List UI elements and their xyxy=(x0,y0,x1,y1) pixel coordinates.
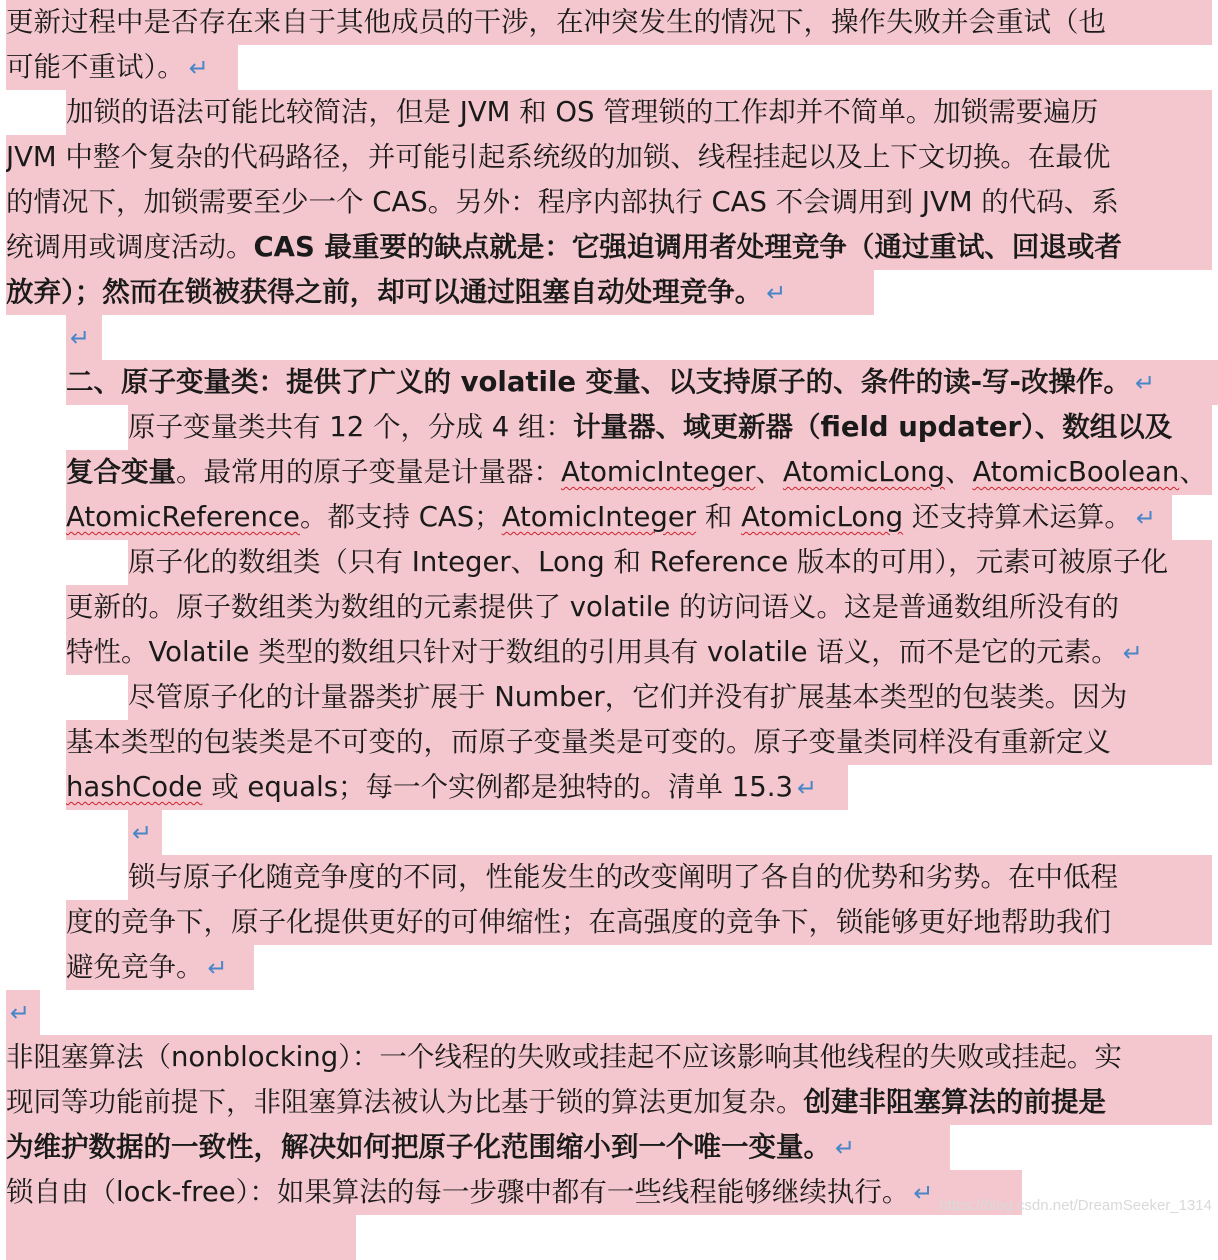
text-run: 和 xyxy=(696,501,742,533)
text-line xyxy=(66,90,1212,135)
paragraph-mark-icon: ↵ xyxy=(1135,504,1156,532)
text-run: 现同等功能前提下，非阻塞算法被认为比基于锁的算法更加复杂。 xyxy=(6,1086,804,1118)
text-line xyxy=(128,675,1212,720)
bold-text: 二、原子变量类：提供了广义的 volatile 变量、以支持原子的、条件的读-写-改操作。 xyxy=(66,366,1131,398)
text-run: 更新过程中是否存在来自于其他成员的干涉，在冲突发生的情况下，操作失败并会重试（也 xyxy=(6,6,1106,38)
spellcheck-word: AtomicLong xyxy=(741,501,904,533)
text-line xyxy=(6,1080,1212,1125)
text-run: 。最常用的原子变量是计量器： xyxy=(176,456,561,488)
paragraph-mark-icon: ↵ xyxy=(10,999,31,1027)
text-line xyxy=(6,270,874,315)
text-line xyxy=(66,720,1212,765)
text-line xyxy=(6,1215,356,1260)
text-run: 度的竞争下，原子化提供更好的可伸缩性；在高强度的竞争下，锁能够更好地帮助我们 xyxy=(66,906,1111,938)
text-line xyxy=(66,630,1212,675)
text-run: 、 xyxy=(944,456,973,488)
text-line xyxy=(128,810,162,855)
paragraph-mark-icon: ↵ xyxy=(70,324,91,352)
text-run: 。都支持 CAS； xyxy=(299,501,502,533)
spellcheck-word: AtomicReference xyxy=(66,501,300,533)
text-line xyxy=(128,405,1212,450)
text-run: 加锁的语法可能比较简洁，但是 JVM 和 OS 管理锁的工作却并不简单。加锁需要遍历 xyxy=(66,96,1099,128)
bold-text: 为维护数据的一致性，解决如何把原子化范围缩小到一个唯一变量。 xyxy=(6,1131,831,1163)
spellcheck-word: AtomicInteger xyxy=(501,501,697,533)
text-run: 的情况下，加锁需要至少一个 CAS。另外：程序内部执行 CAS 不会调用到 JVM 的代码、系 xyxy=(6,186,1119,218)
spellcheck-word: AtomicLong xyxy=(782,456,945,488)
text-line xyxy=(6,990,40,1035)
text-line xyxy=(66,765,848,810)
bold-text: 复合变量 xyxy=(66,456,176,488)
text-line xyxy=(6,45,238,90)
text-line xyxy=(6,0,1212,45)
paragraph-mark-icon: ↵ xyxy=(766,279,787,307)
paragraph-mark-icon: ↵ xyxy=(1134,369,1156,397)
text-line xyxy=(128,540,1212,585)
text-line xyxy=(66,585,1212,630)
text-run: 特性。Volatile 类型的数组只针对于数组的引用具有 volatile 语义，而不是它的元素。 xyxy=(66,636,1119,668)
text-run: 避免竞争。 xyxy=(66,951,204,983)
text-run: 、 xyxy=(755,456,783,488)
paragraph-mark-icon: ↵ xyxy=(835,1134,856,1162)
bold-text: 创建非阻塞算法的前提是 xyxy=(803,1086,1106,1118)
text-run: 更新的。原子数组类为数组的元素提供了 volatile 的访问语义。这是普通数组所没有的 xyxy=(66,591,1120,623)
paragraph-mark-icon: ↵ xyxy=(1122,639,1143,667)
text-run: 还支持算术运算。 xyxy=(903,501,1132,533)
text-run: 锁自由（lock-free）：如果算法的每一步骤中都有一些线程能够继续执行。 xyxy=(6,1176,910,1208)
watermark: https://blog.csdn.net/DreamSeeker_1314 xyxy=(939,1197,1212,1214)
text-line xyxy=(66,360,1218,405)
text-run: 锁与原子化随竞争度的不同，性能发生的改变阐明了各自的优势和劣势。在中低程 xyxy=(128,861,1118,893)
text-line xyxy=(6,225,1212,270)
text-run: 、 xyxy=(1179,456,1207,488)
bold-text: CAS 最重要的缺点就是：它强迫调用者处理竞争（通过重试、回退或者 xyxy=(253,231,1122,263)
text-line xyxy=(6,1170,1022,1215)
text-line xyxy=(6,1125,950,1170)
paragraph-mark-icon: ↵ xyxy=(132,819,153,847)
text-run: JVM 中整个复杂的代码路径，并可能引起系统级的加锁、线程挂起以及上下文切换。在最优 xyxy=(6,141,1111,173)
text-run: 尽管原子化的计量器类扩展于 Number，它们并没有扩展基本类型的包装类。因为 xyxy=(128,681,1128,713)
text-line xyxy=(6,180,1212,225)
text-line xyxy=(66,450,1212,495)
text-run: 非阻塞算法（nonblocking）：一个线程的失败或挂起不应该影响其他线程的失败或挂起。实 xyxy=(6,1041,1122,1073)
text-run: 原子变量类共有 12 个，分成 4 组： xyxy=(128,411,573,443)
text-line xyxy=(66,900,1212,945)
text-line xyxy=(66,315,102,360)
text-run: 原子化的数组类（只有 Integer、Long 和 Reference 版本的可用），元素可被原子化 xyxy=(128,546,1169,578)
paragraph-mark-icon: ↵ xyxy=(188,54,209,82)
text-run: 基本类型的包装类是不可变的，而原子变量类是可变的。原子变量类同样没有重新定义 xyxy=(66,726,1111,758)
text-line xyxy=(128,855,1212,900)
spellcheck-word: AtomicInteger xyxy=(561,456,756,488)
spellcheck-word: hashCode xyxy=(66,771,203,803)
text-run: 可能不重试）。 xyxy=(6,51,185,83)
text-run: 统调用或调度活动。 xyxy=(6,231,254,263)
paragraph-mark-icon: ↵ xyxy=(913,1179,934,1207)
bold-text: 放弃）；然而在锁被获得之前，却可以通过阻塞自动处理竞争。 xyxy=(6,276,763,308)
text-line xyxy=(6,135,1212,180)
bold-text: 计量器、域更新器（field updater）、数组以及 xyxy=(572,411,1173,443)
text-run: 或 equals；每一个实例都是独特的。清单 15.3 xyxy=(202,771,794,803)
spellcheck-word: AtomicBoolean xyxy=(972,456,1180,488)
text-line xyxy=(66,945,254,990)
text-line xyxy=(6,1035,1212,1080)
paragraph-mark-icon: ↵ xyxy=(207,954,228,982)
text-line xyxy=(66,495,1172,540)
paragraph-mark-icon: ↵ xyxy=(797,774,818,802)
